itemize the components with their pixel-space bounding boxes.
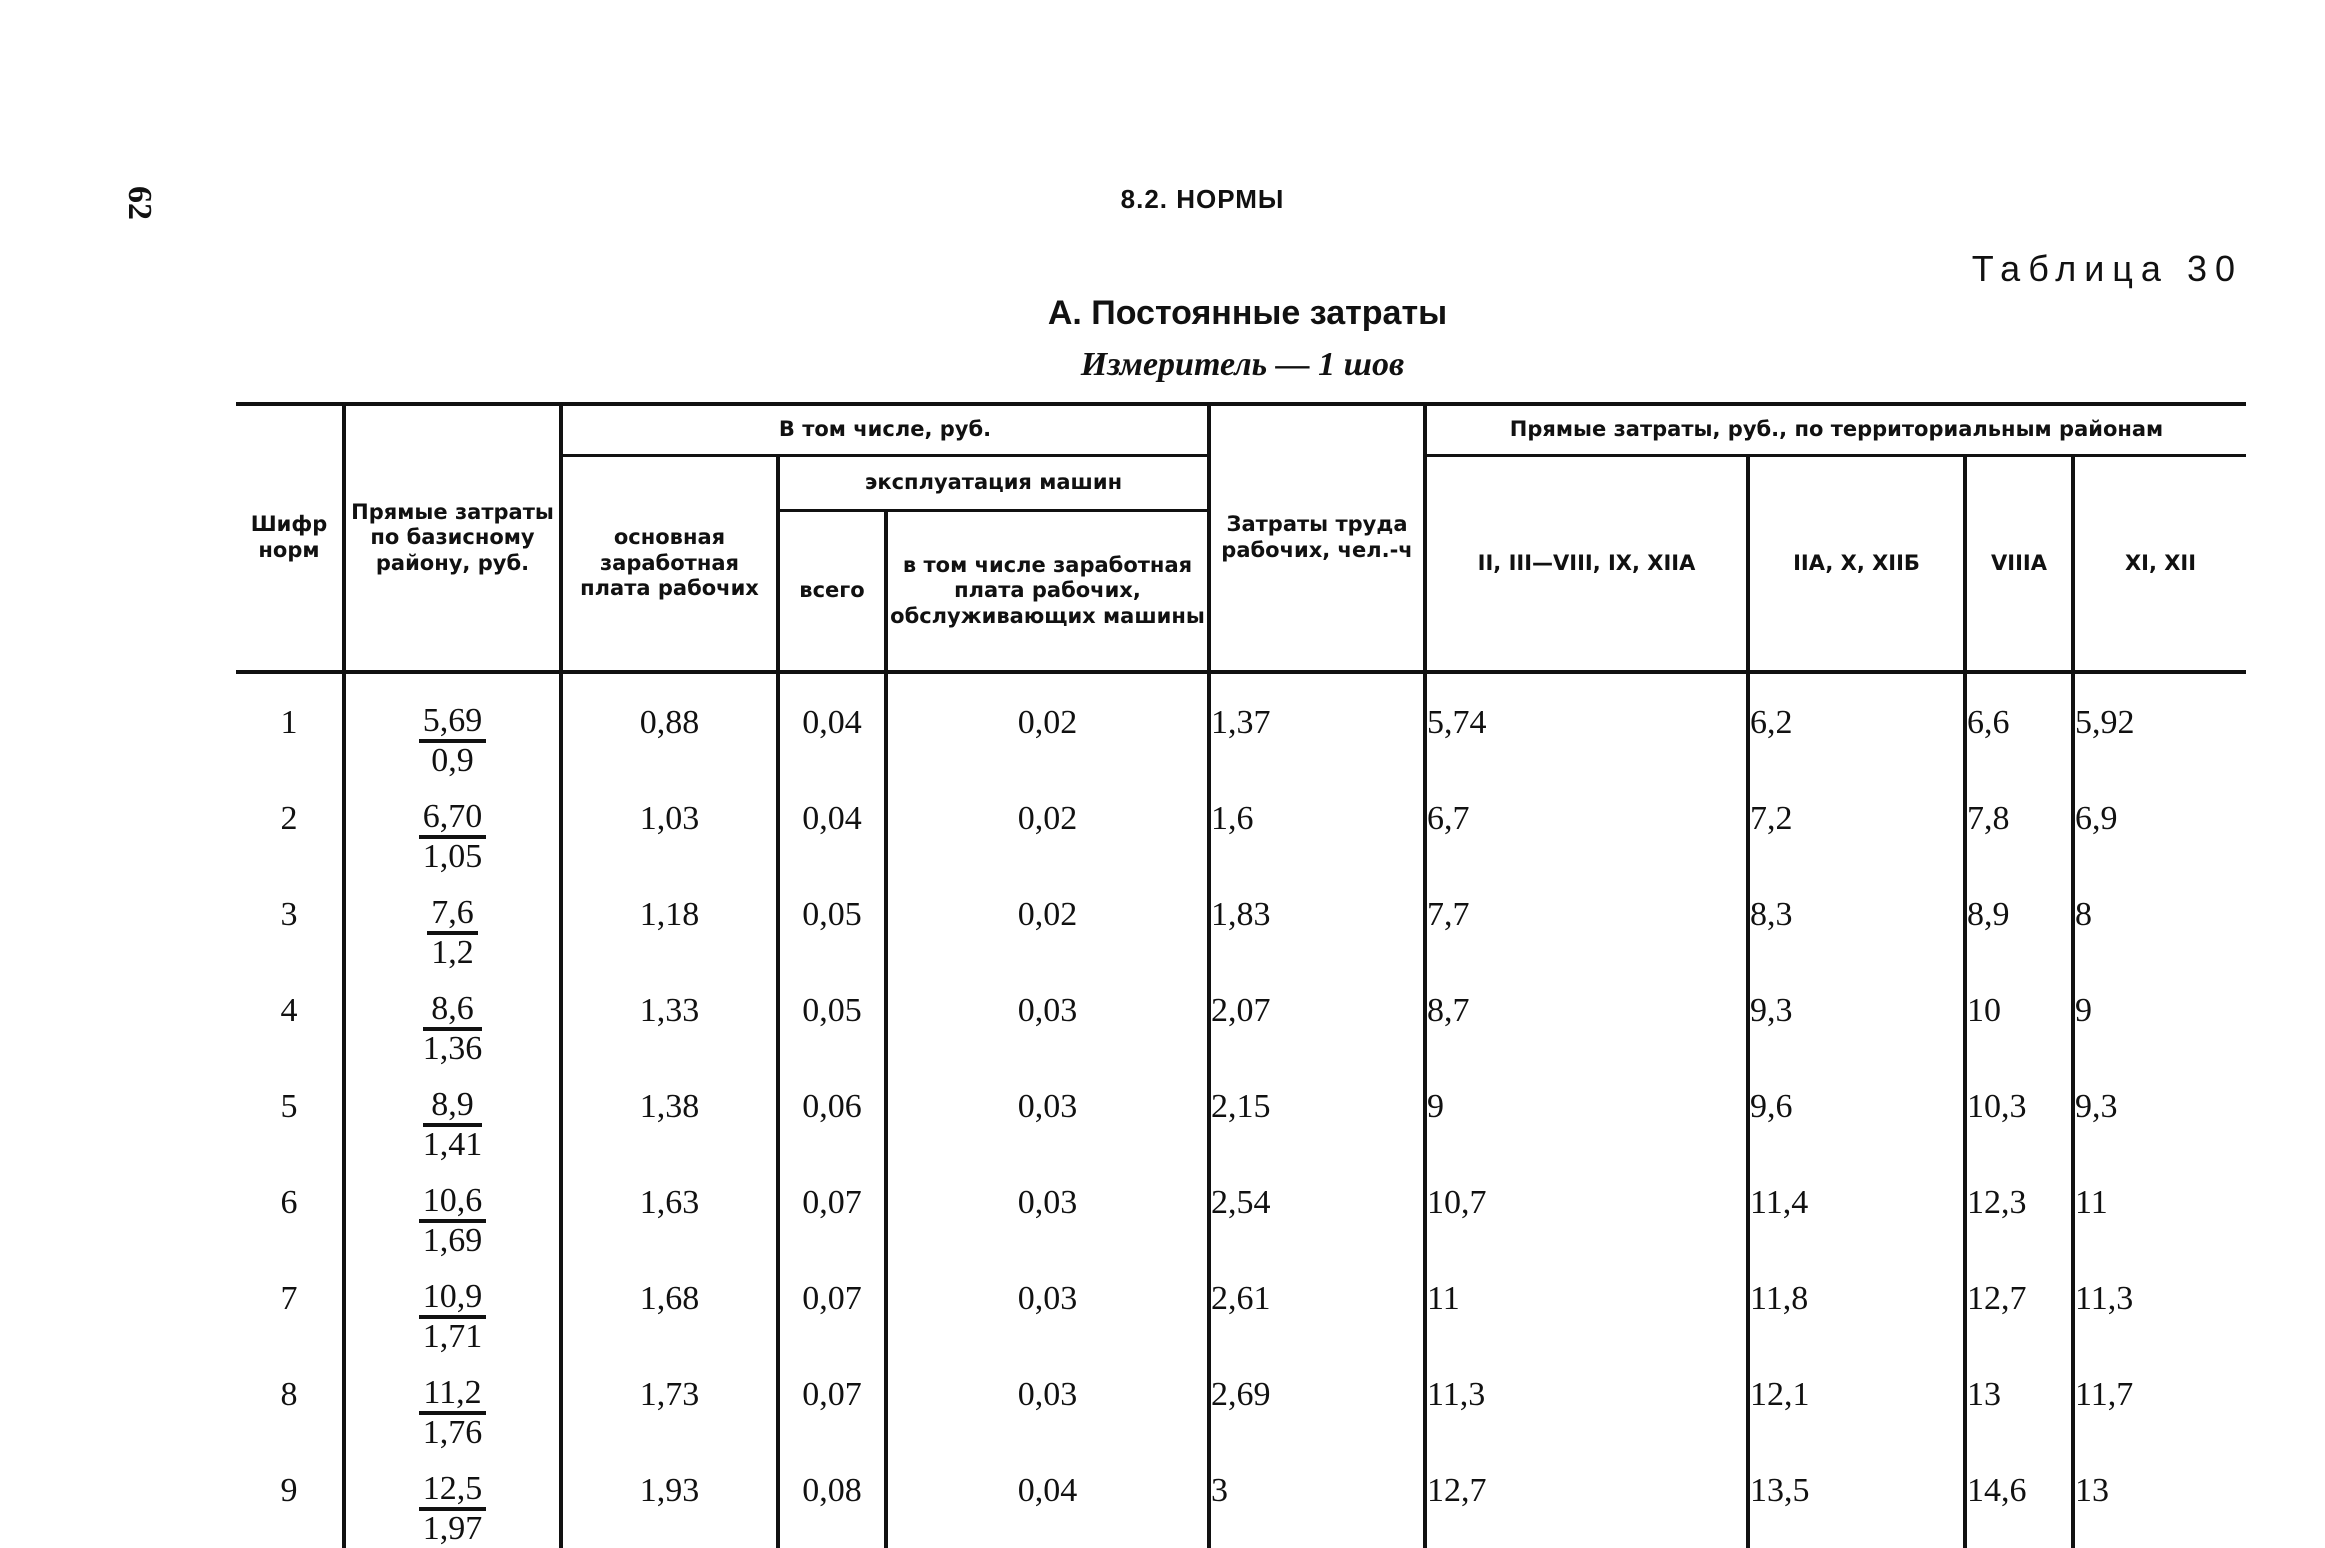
cell-labor: 2,54	[1209, 1164, 1425, 1260]
cell-region-1: 12,7	[1425, 1452, 1748, 1548]
header-code: Шифр норм	[236, 404, 344, 672]
cell-machine-wage: 0,02	[886, 876, 1209, 972]
cell-labor: 3	[1209, 1452, 1425, 1548]
cell-region-4: 11,3	[2073, 1260, 2246, 1356]
cell-region-2: 9,6	[1748, 1068, 1965, 1164]
cell-direct-base	[344, 1068, 561, 1164]
header-machine-total: всего	[778, 511, 886, 673]
header-machine-wage: в том числе заработная плата рабочих, обслуживающих машины	[886, 511, 1209, 673]
cell-wage: 1,68	[561, 1260, 778, 1356]
cell-machine-wage: 0,04	[886, 1452, 1209, 1548]
cell-region-3: 12,3	[1965, 1164, 2073, 1260]
cell-machine-wage: 0,02	[886, 780, 1209, 876]
cell-region-1: 9	[1425, 1068, 1748, 1164]
cell-direct-base	[344, 1164, 561, 1260]
cell-code: 7	[236, 1260, 344, 1356]
cell-machine-total: 0,04	[778, 672, 886, 780]
cell-region-3: 6,6	[1965, 672, 2073, 780]
table-body	[236, 672, 2246, 1548]
header-region-1: II, III—VIII, IX, XIIA	[1425, 456, 1748, 673]
cell-code: 8	[236, 1356, 344, 1452]
fraction	[419, 1376, 485, 1450]
cell-direct-base	[344, 780, 561, 876]
cell-machine-wage: 0,02	[886, 672, 1209, 780]
cell-wage: 1,73	[561, 1356, 778, 1452]
cell-region-3: 8,9	[1965, 876, 2073, 972]
fraction-bottom: 1,05	[422, 838, 483, 875]
cell-region-3: 13	[1965, 1356, 2073, 1452]
cell-region-4: 8	[2073, 876, 2246, 972]
section-heading: 8.2. НОРМЫ	[1120, 184, 1285, 214]
cell-machine-total: 0,05	[778, 876, 886, 972]
cell-region-1: 6,7	[1425, 780, 1748, 876]
cell-wage: 1,18	[561, 876, 778, 972]
cell-region-1: 10,7	[1425, 1164, 1748, 1260]
fraction	[419, 1472, 487, 1546]
fraction-top: 11,2	[419, 1376, 485, 1415]
fraction	[419, 800, 487, 874]
fraction-top: 5,69	[419, 704, 487, 743]
fraction-bottom: 1,69	[422, 1222, 483, 1259]
cell-region-4: 11	[2073, 1164, 2246, 1260]
cell-machine-total: 0,04	[778, 780, 886, 876]
cell-region-1: 7,7	[1425, 876, 1748, 972]
table-row	[236, 780, 2246, 876]
header-region-2: IIA, X, XIIБ	[1748, 456, 1965, 673]
fraction-bottom: 0,9	[431, 742, 474, 779]
cell-wage: 0,88	[561, 672, 778, 780]
fraction-top: 10,9	[419, 1280, 487, 1319]
cell-wage: 1,63	[561, 1164, 778, 1260]
fraction-top: 12,5	[419, 1472, 487, 1511]
fraction	[419, 1280, 487, 1354]
fraction-top: 10,6	[419, 1184, 487, 1223]
fraction-top: 8,9	[423, 1088, 483, 1127]
table-row	[236, 672, 2246, 780]
cell-region-4: 5,92	[2073, 672, 2246, 780]
norms-table	[236, 402, 2246, 1548]
cell-wage: 1,33	[561, 972, 778, 1068]
cell-code: 6	[236, 1164, 344, 1260]
header-direct-base: Прямые затраты по базисному району, руб.	[344, 404, 561, 672]
cell-code: 1	[236, 672, 344, 780]
cell-region-2: 7,2	[1748, 780, 1965, 876]
cell-code: 2	[236, 780, 344, 876]
cell-region-1: 11,3	[1425, 1356, 1748, 1452]
table-row	[236, 1452, 2246, 1548]
cell-region-4: 9,3	[2073, 1068, 2246, 1164]
cell-code: 4	[236, 972, 344, 1068]
cell-region-2: 11,8	[1748, 1260, 1965, 1356]
cell-region-4: 11,7	[2073, 1356, 2246, 1452]
cell-machine-wage: 0,03	[886, 1164, 1209, 1260]
header-including: В том числе, руб.	[561, 404, 1209, 456]
cell-region-4: 13	[2073, 1452, 2246, 1548]
table-row	[236, 876, 2246, 972]
cell-direct-base	[344, 972, 561, 1068]
cell-region-2: 8,3	[1748, 876, 1965, 972]
fraction-bottom: 1,2	[431, 934, 474, 971]
cell-machine-total: 0,08	[778, 1452, 886, 1548]
cell-region-1: 11	[1425, 1260, 1748, 1356]
table-row	[236, 1068, 2246, 1164]
fraction-top: 6,70	[419, 800, 487, 839]
cell-region-2: 11,4	[1748, 1164, 1965, 1260]
fraction	[419, 704, 487, 778]
cell-wage: 1,93	[561, 1452, 778, 1548]
table-row	[236, 972, 2246, 1068]
cell-direct-base	[344, 672, 561, 780]
cell-region-1: 5,74	[1425, 672, 1748, 780]
cell-labor: 2,61	[1209, 1260, 1425, 1356]
cell-machine-wage: 0,03	[886, 1068, 1209, 1164]
cell-region-4: 6,9	[2073, 780, 2246, 876]
fraction	[427, 896, 478, 970]
fraction-bottom: 1,36	[422, 1030, 483, 1067]
fraction-top: 7,6	[427, 896, 478, 935]
table-row	[236, 1260, 2246, 1356]
table-row	[236, 1356, 2246, 1452]
cell-machine-total: 0,06	[778, 1068, 886, 1164]
cell-code: 9	[236, 1452, 344, 1548]
cell-region-2: 6,2	[1748, 672, 1965, 780]
fraction-bottom: 1,76	[422, 1414, 483, 1451]
fraction	[423, 1088, 483, 1162]
cell-region-2: 9,3	[1748, 972, 1965, 1068]
cell-code: 5	[236, 1068, 344, 1164]
cell-region-3: 12,7	[1965, 1260, 2073, 1356]
cell-region-2: 13,5	[1748, 1452, 1965, 1548]
header-labor: Затраты труда рабочих, чел.-ч	[1209, 404, 1425, 672]
cell-labor: 1,6	[1209, 780, 1425, 876]
cell-code: 3	[236, 876, 344, 972]
cell-machine-total: 0,07	[778, 1260, 886, 1356]
cell-labor: 1,83	[1209, 876, 1425, 972]
header-region-3: VIIIA	[1965, 456, 2073, 673]
header-region-4: XI, XII	[2073, 456, 2246, 673]
cell-machine-wage: 0,03	[886, 1260, 1209, 1356]
cell-labor: 2,07	[1209, 972, 1425, 1068]
cell-region-3: 14,6	[1965, 1452, 2073, 1548]
table-measure: Измеритель — 1 шов	[1080, 346, 1405, 383]
cell-region-4: 9	[2073, 972, 2246, 1068]
header-wage: основная заработная плата рабочих	[561, 456, 778, 673]
cell-direct-base	[344, 1260, 561, 1356]
fraction	[423, 992, 483, 1066]
cell-direct-base	[344, 1356, 561, 1452]
header-regions: Прямые затраты, руб., по территориальным районам	[1425, 404, 2246, 456]
cell-labor: 2,15	[1209, 1068, 1425, 1164]
table-row	[236, 1164, 2246, 1260]
table-header	[236, 404, 2246, 672]
cell-machine-total: 0,07	[778, 1164, 886, 1260]
table-label: Таблица 30	[1971, 248, 2243, 289]
cell-region-3: 10	[1965, 972, 2073, 1068]
fraction-bottom: 1,97	[422, 1510, 483, 1547]
fraction-top: 8,6	[423, 992, 483, 1031]
table-title: А. Постоянные затраты	[1047, 294, 1448, 332]
cell-direct-base	[344, 876, 561, 972]
header-machine: эксплуатация машин	[778, 456, 1209, 511]
cell-labor: 1,37	[1209, 672, 1425, 780]
cell-machine-total: 0,05	[778, 972, 886, 1068]
cell-machine-total: 0,07	[778, 1356, 886, 1452]
cell-wage: 1,38	[561, 1068, 778, 1164]
cell-labor: 2,69	[1209, 1356, 1425, 1452]
fraction	[419, 1184, 487, 1258]
fraction-bottom: 1,41	[422, 1126, 483, 1163]
cell-machine-wage: 0,03	[886, 972, 1209, 1068]
cell-wage: 1,03	[561, 780, 778, 876]
cell-region-2: 12,1	[1748, 1356, 1965, 1452]
fraction-bottom: 1,71	[422, 1318, 483, 1355]
cell-region-1: 8,7	[1425, 972, 1748, 1068]
cell-direct-base	[344, 1452, 561, 1548]
cell-region-3: 7,8	[1965, 780, 2073, 876]
cell-machine-wage: 0,03	[886, 1356, 1209, 1452]
cell-region-3: 10,3	[1965, 1068, 2073, 1164]
page-number: 62	[121, 186, 158, 220]
